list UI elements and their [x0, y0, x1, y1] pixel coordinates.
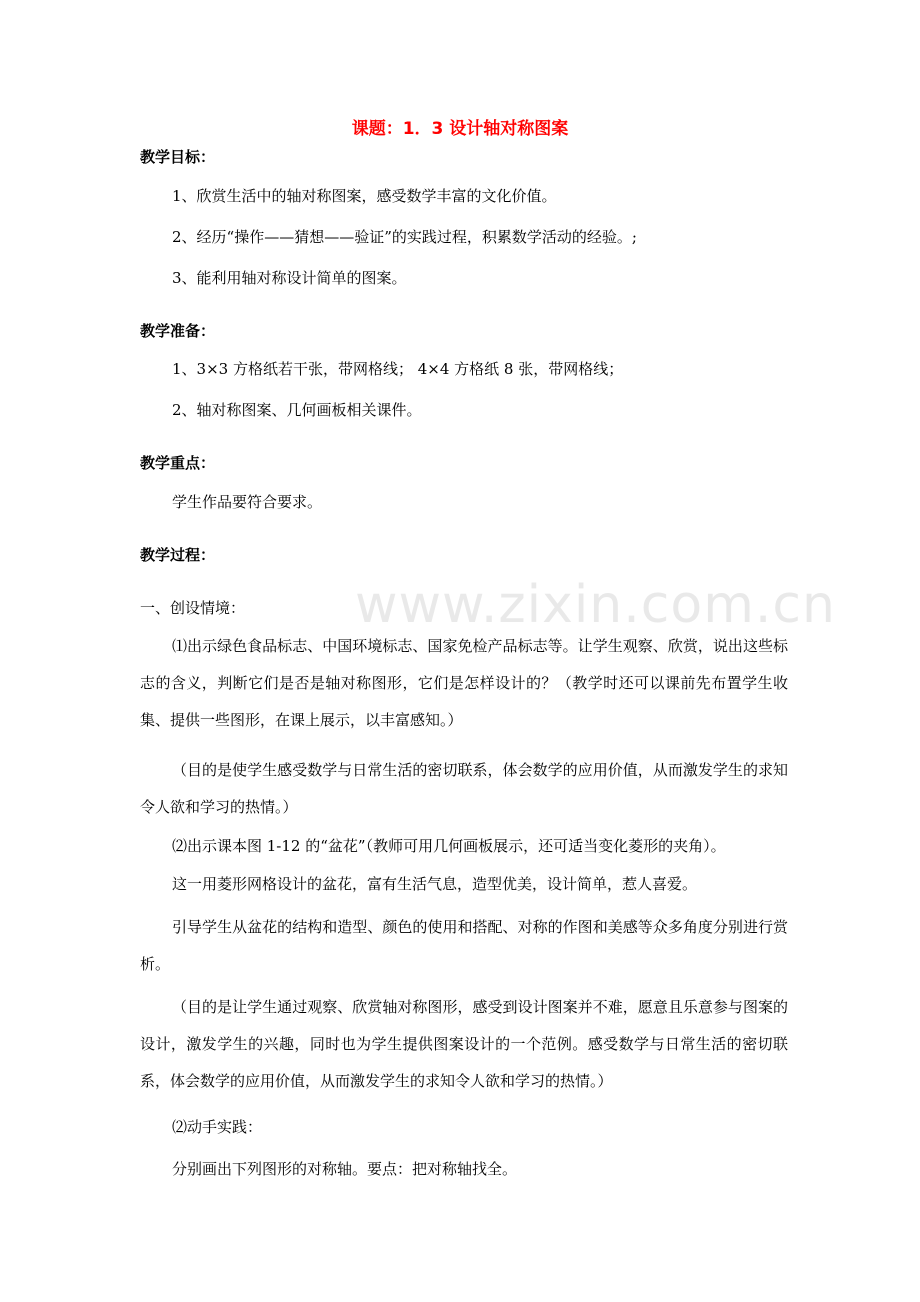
- process-paragraph: 这一用菱形网格设计的盆花，富有生活气息，造型优美，设计简单，惹人喜爱。: [172, 875, 698, 893]
- process-paragraph: ⑴出示绿色食品标志、中国环境标志、国家免检产品标志等。让学生观察、欣赏，说出这些标志的含义，判断它们是否是轴对称图形，它们是怎样设计的？（教学时还可以课前先布置学生收集、提供一些图形，在课上展示，以丰富感知。）: [140, 637, 788, 729]
- objectives-heading: 教学目标：: [140, 148, 216, 166]
- objective-item: 1、欣赏生活中的轴对称图案，感受数学丰富的文化价值。: [172, 187, 557, 205]
- page-title: 课题：1．3 设计轴对称图案: [351, 119, 569, 139]
- key-points-text: 学生作品要符合要求。: [172, 493, 323, 511]
- process-paragraph: （目的是使学生感受数学与日常生活的密切联系，体会数学的应用价值，从而激发学生的求知令人欲和学习的热情。）: [140, 761, 788, 816]
- process-paragraph: ⑵动手实践：: [172, 1118, 263, 1136]
- preparation-item: 1、3×3 方格纸若干张，带网格线； 4×4 方格纸 8 张，带网格线；: [172, 360, 624, 378]
- process-paragraph: （目的是让学生通过观察、欣赏轴对称图形，感受到设计图案并不难，愿意且乐意参与图案的设计，激发学生的兴趣，同时也为学生提供图案设计的一个范例。感受数学与日常生活的密切联系，体会数学的应用价值，从而激发学生的求知令人欲和学习的热情。）: [140, 998, 788, 1090]
- process-paragraph: 引导学生从盆花的结构和造型、颜色的使用和搭配、对称的作图和美感等众多角度分别进行赏析。: [140, 918, 788, 973]
- process-paragraph: ⑵出示课本图 1-12 的“盆花”（教师可用几何画板展示，还可适当变化菱形的夹角）。: [172, 837, 726, 855]
- key-points-heading: 教学重点：: [140, 454, 216, 472]
- process-heading: 教学过程：: [140, 546, 216, 564]
- preparation-item: 2、轴对称图案、几何画板相关课件。: [172, 401, 422, 419]
- watermark: www.zixin.com.cn: [355, 575, 836, 635]
- objective-item: 3、能利用轴对称设计简单的图案。: [172, 269, 407, 287]
- section-heading: 一、创设情境：: [140, 599, 246, 617]
- objective-item: 2、经历“操作——猜想——验证”的实践过程，积累数学活动的经验。;: [172, 228, 637, 246]
- preparation-heading: 教学准备：: [140, 322, 216, 340]
- process-paragraph: 分别画出下列图形的对称轴。要点：把对称轴找全。: [172, 1160, 518, 1178]
